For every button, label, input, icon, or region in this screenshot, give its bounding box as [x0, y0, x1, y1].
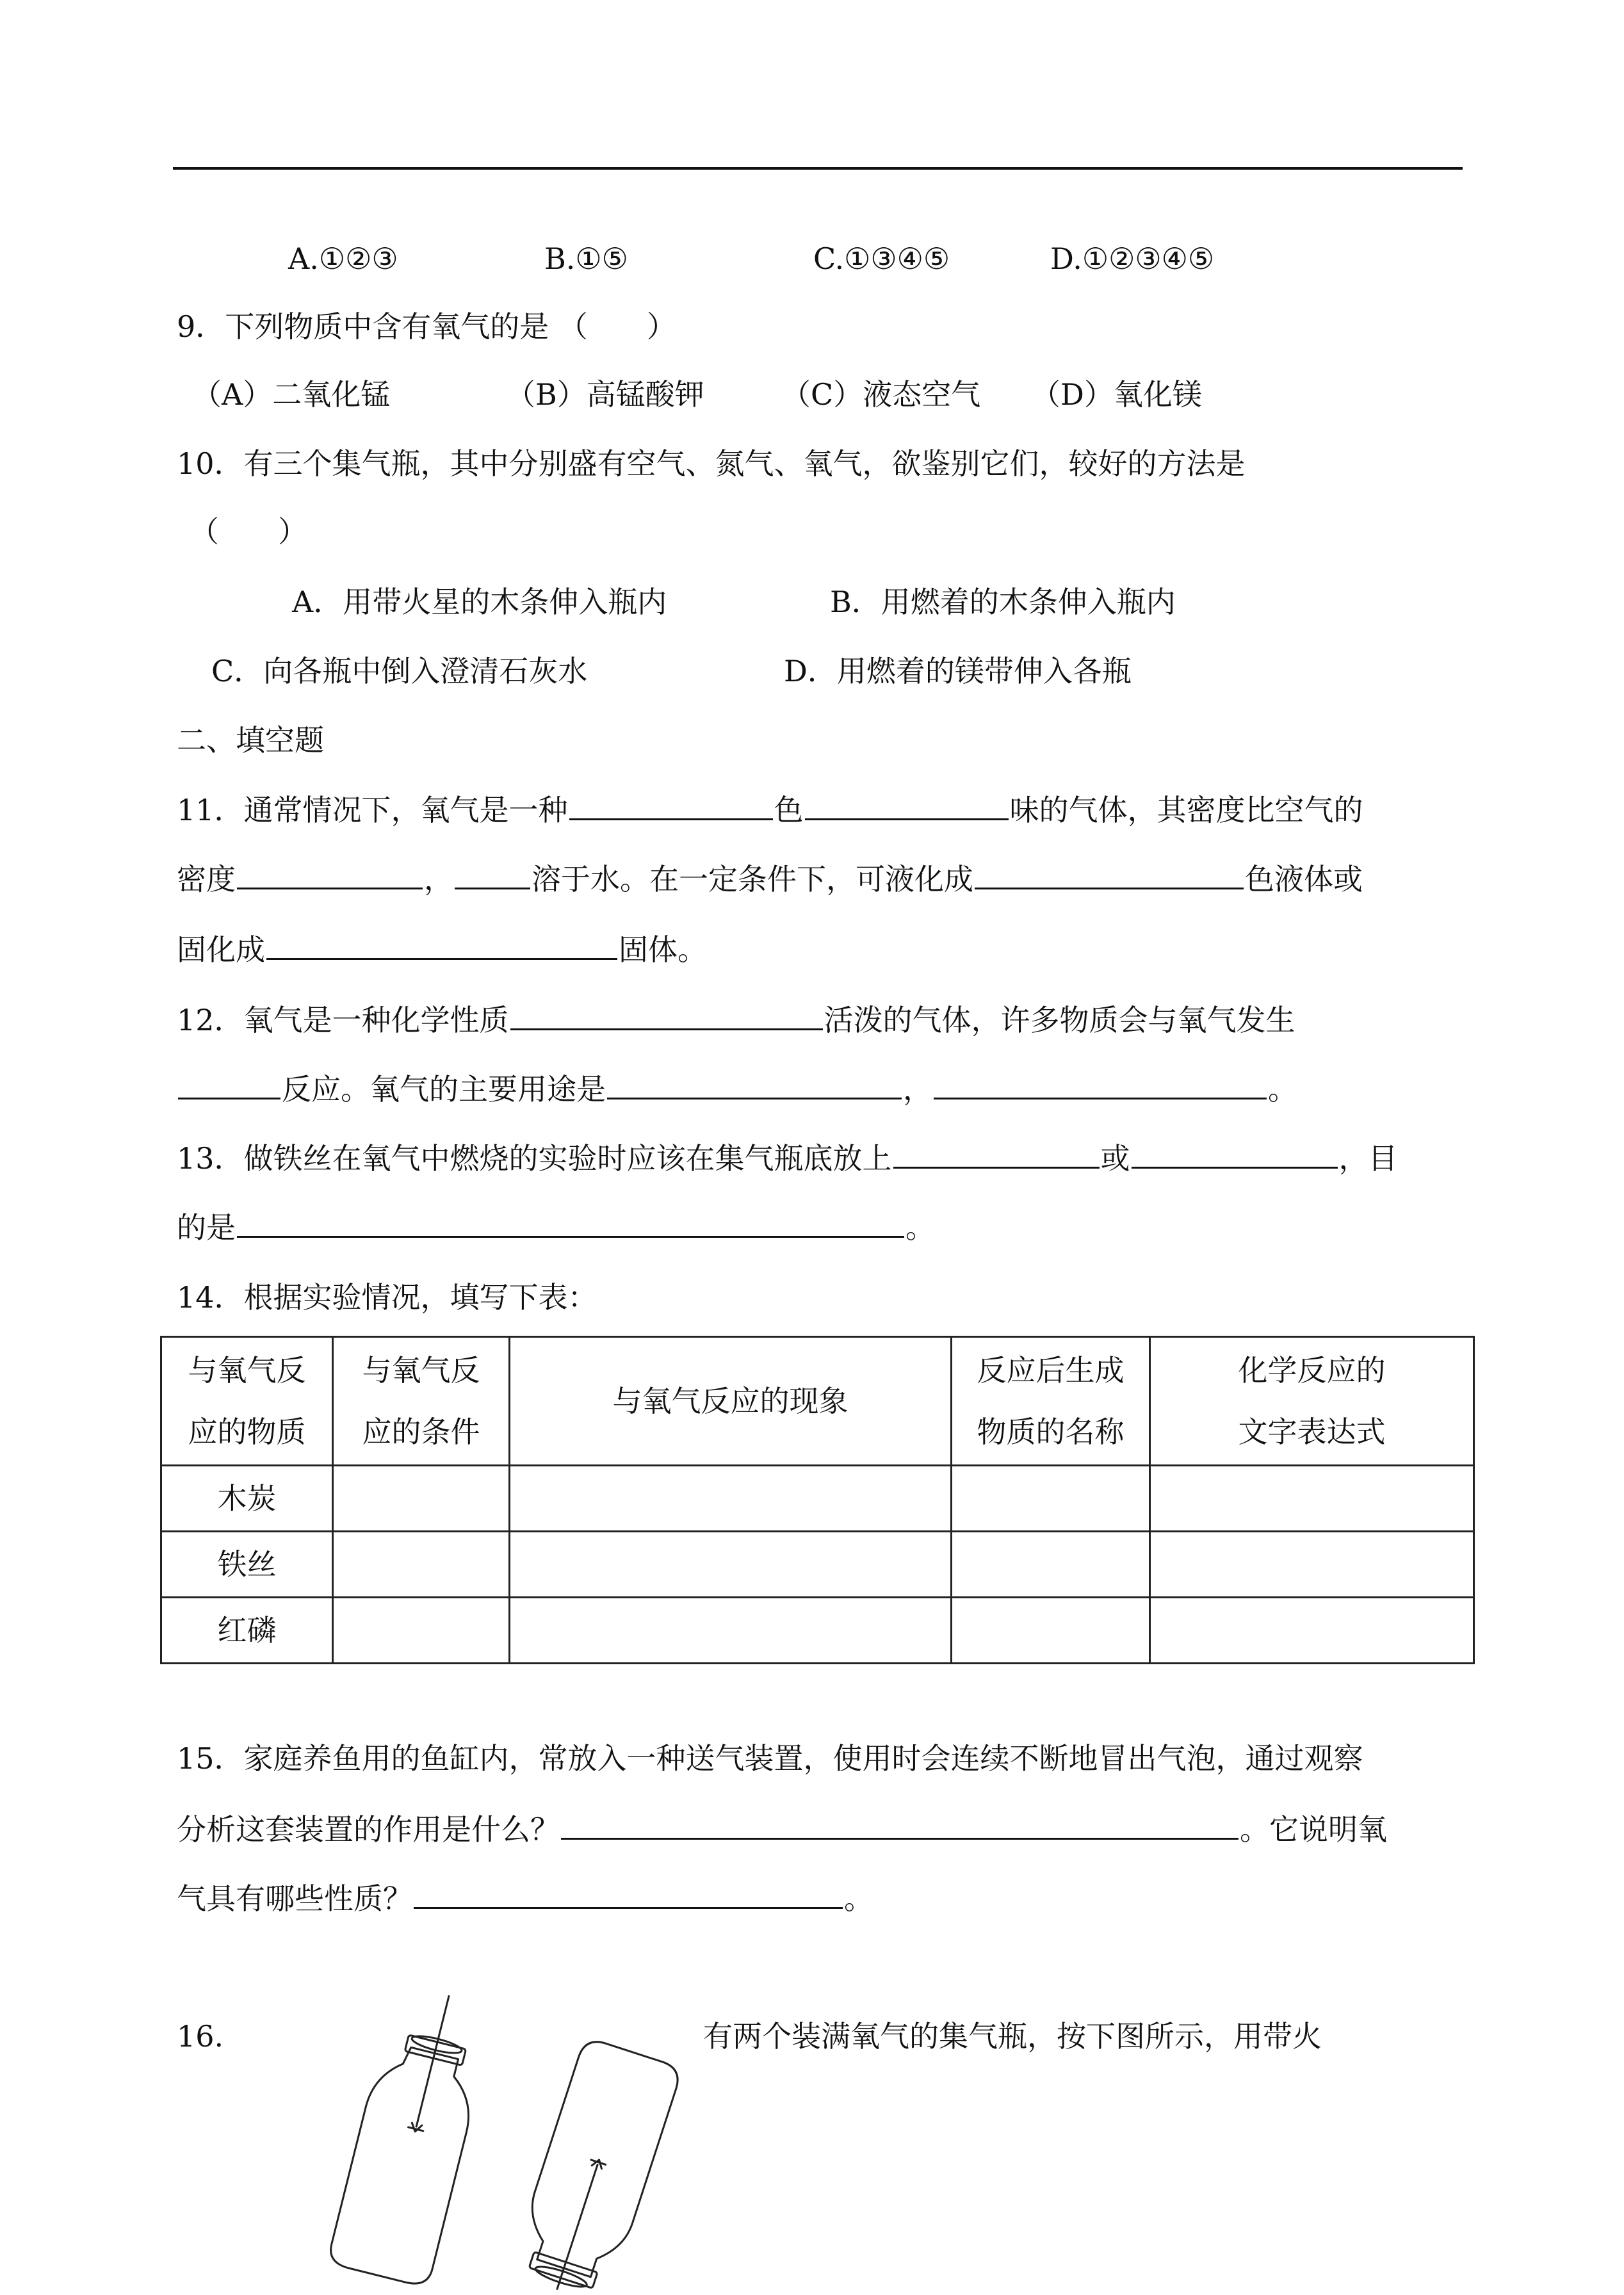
experiment-table [160, 1336, 1475, 1664]
q12-line1 [177, 1000, 1295, 1039]
q9-option-b: （B）高锰酸钾 [506, 377, 704, 412]
header-phenomenon [510, 1337, 952, 1466]
header-text: 化学反应的 [1238, 1353, 1386, 1388]
q13-line2 [177, 1208, 935, 1247]
q12-blank-use1[interactable] [607, 1069, 902, 1099]
q15-text: 。它说明氧 [1240, 1812, 1387, 1847]
q11-text: 固体。 [619, 932, 707, 967]
q13-text: 13．做铁丝在氧气中燃烧的实验时应该在集气瓶底放上 [177, 1141, 892, 1176]
q8-option-d: D.①②③④⑤ [1050, 241, 1215, 276]
q15-text: 。 [844, 1881, 873, 1916]
q9-stem: 9．下列物质中含有氧气的是 （ ） [177, 309, 676, 344]
table-row [161, 1532, 1474, 1598]
q15-blank-property[interactable] [414, 1879, 843, 1909]
q9-option-a: （A）二氧化锰 [192, 377, 391, 412]
header-text: 反应后生成 [977, 1353, 1125, 1388]
header-text: 应的物质 [188, 1415, 306, 1449]
q13-line1 [177, 1139, 1398, 1178]
header-text: 物质的名称 [977, 1415, 1125, 1449]
header-substance [161, 1337, 333, 1466]
gas-jar-figure [307, 1991, 704, 2295]
header-text: 与氧气反 [188, 1353, 306, 1388]
q11-line1 [177, 790, 1363, 829]
q11-text: 味的气体，其密度比空气的 [1009, 793, 1363, 827]
row-substance: 红磷 [161, 1598, 333, 1664]
q12-text: ， [903, 1072, 932, 1107]
q11-blank-liquid-color[interactable] [975, 859, 1244, 889]
q8-option-c: C.①③④⑤ [813, 241, 950, 276]
q15-text: 气具有哪些性质？ [177, 1881, 412, 1916]
cell-blank[interactable] [952, 1466, 1150, 1532]
inverted-gas-jar [508, 2037, 683, 2295]
cell-blank[interactable] [1150, 1466, 1474, 1532]
q8-option-b: B.①⑤ [544, 241, 628, 276]
q13-text: 。 [905, 1210, 935, 1245]
q11-blank-solid[interactable] [266, 930, 617, 960]
cell-blank[interactable] [1150, 1598, 1474, 1664]
q11-text: 密度 [177, 862, 236, 896]
row-substance: 铁丝 [161, 1532, 333, 1598]
q11-blank-solubility[interactable] [455, 859, 530, 889]
q12-blank-reaction[interactable] [178, 1069, 280, 1099]
q11-text: 溶于水。在一定条件下，可液化成 [532, 862, 973, 896]
q8-option-a: A.①②③ [288, 241, 398, 276]
table-row [161, 1466, 1474, 1532]
cell-blank[interactable] [510, 1598, 952, 1664]
q15-line2 [177, 1810, 1387, 1849]
table-header-row [161, 1337, 1474, 1466]
header-expression [1150, 1337, 1474, 1466]
q12-blank-activity[interactable] [510, 1000, 823, 1030]
q15-text: 分析这套装置的作用是什么？ [177, 1812, 560, 1847]
q12-text: 12．氧气是一种化学性质 [177, 1003, 509, 1037]
q12-blank-use2[interactable] [934, 1069, 1267, 1099]
q12-text: 活泼的气体，许多物质会与氧气发生 [824, 1003, 1295, 1037]
cell-blank[interactable] [333, 1466, 510, 1532]
q10-option-c: C．向各瓶中倒入澄清石灰水 [211, 654, 588, 688]
header-product [952, 1337, 1150, 1466]
upright-gas-jar [327, 1991, 498, 2288]
q10-option-a: A．用带火星的木条伸入瓶内 [292, 585, 667, 619]
q13-blank-purpose[interactable] [237, 1208, 904, 1238]
q13-text: 或 [1100, 1141, 1130, 1176]
cell-blank[interactable] [510, 1532, 952, 1598]
q12-text: 。 [1268, 1072, 1297, 1107]
q9-option-d: （D）氧化镁 [1031, 377, 1202, 412]
q15-line3 [177, 1879, 873, 1918]
table-row [161, 1598, 1474, 1664]
q13-blank-material2[interactable] [1132, 1139, 1338, 1169]
q11-blank-smell[interactable] [805, 790, 1009, 820]
cell-blank[interactable] [1150, 1532, 1474, 1598]
cell-blank[interactable] [510, 1466, 952, 1532]
q13-blank-material1[interactable] [893, 1139, 1100, 1169]
q11-blank-color[interactable] [569, 790, 773, 820]
header-text: 文字表达式 [1238, 1415, 1386, 1449]
q10-option-b: B．用燃着的木条伸入瓶内 [830, 585, 1176, 619]
q16-text: 有两个装满氧气的集气瓶，按下图所示，用带火 [703, 2019, 1322, 2054]
q11-text: 固化成 [177, 932, 265, 967]
q10-option-d: D．用燃着的镁带伸入各瓶 [784, 654, 1132, 688]
q11-text: ， [424, 862, 453, 896]
q12-text: 反应。氧气的主要用途是 [282, 1072, 606, 1107]
q11-text: 11．通常情况下，氧气是一种 [177, 793, 568, 827]
q11-line2 [177, 859, 1363, 898]
cell-blank[interactable] [952, 1532, 1150, 1598]
cell-blank[interactable] [333, 1598, 510, 1664]
q13-text: 的是 [177, 1210, 236, 1245]
section-heading: 二、填空题 [177, 723, 324, 758]
header-text: 与氧气反应的现象 [612, 1384, 849, 1418]
q13-text: ，目 [1338, 1141, 1398, 1176]
q16-number: 16. [177, 2019, 224, 2054]
q14-stem: 14．根据实验情况，填写下表： [177, 1280, 597, 1315]
cell-blank[interactable] [333, 1532, 510, 1598]
header-rule [173, 167, 1463, 170]
q11-blank-density[interactable] [237, 859, 423, 889]
q12-line2 [177, 1069, 1297, 1108]
q9-option-c: （C）液态空气 [781, 377, 981, 412]
q15-line1: 15．家庭养鱼用的鱼缸内，常放入一种送气装置，使用时会连续不断地冒出气泡，通过观察 [177, 1741, 1363, 1776]
header-text: 应的条件 [362, 1415, 480, 1449]
header-condition [333, 1337, 510, 1466]
q11-line3 [177, 930, 707, 969]
q15-blank-function[interactable] [561, 1810, 1238, 1840]
q11-text: 色 [774, 793, 804, 827]
q11-text: 色液体或 [1245, 862, 1363, 896]
cell-blank[interactable] [952, 1598, 1150, 1664]
q10-stem: 10．有三个集气瓶，其中分别盛有空气、氮气、氧气，欲鉴别它们，较好的方法是 [177, 446, 1246, 481]
row-substance: 木炭 [161, 1466, 333, 1532]
header-text: 与氧气反 [362, 1353, 480, 1388]
q10-paren: （ ） [190, 514, 307, 549]
